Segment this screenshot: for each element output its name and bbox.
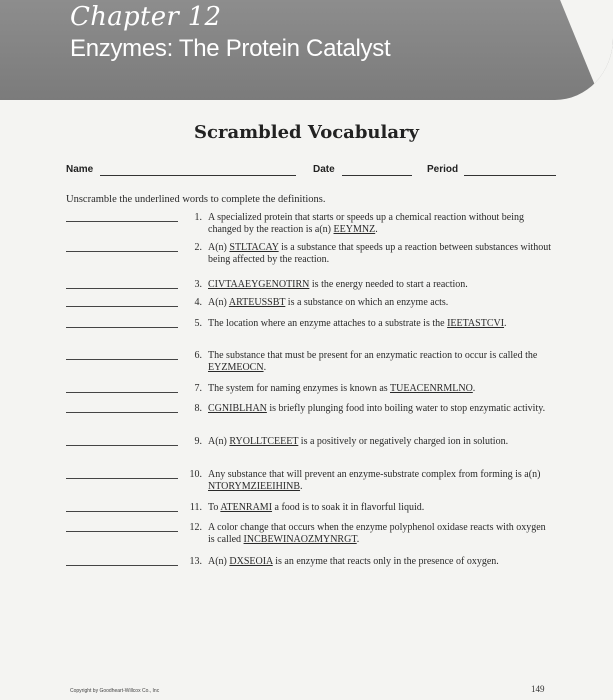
name-label: Name xyxy=(66,164,94,175)
chapter-title: Enzymes: The Protein Catalyst xyxy=(70,35,391,62)
scrambled-word: STLTACAY xyxy=(229,242,279,253)
definition-text: is the energy needed to start a reaction. xyxy=(309,279,468,290)
item-number: 5. xyxy=(194,318,202,329)
scrambled-word: TUEACENRMLNO xyxy=(390,383,473,394)
item-definition xyxy=(208,403,553,415)
item-number: 1. xyxy=(194,212,202,223)
definition-text: A specialized protein that starts or speeds up a chemical reaction without being changed by the reaction is a(n) xyxy=(208,212,525,235)
definition-text: A(n) xyxy=(208,436,230,447)
scrambled-word: ARTEUSSBT xyxy=(228,297,286,308)
instructions: Unscramble the underlined words to complete the definitions. xyxy=(66,194,326,205)
definition-text: is briefly plunging food into boiling water to stop enzymatic activity. xyxy=(266,403,546,414)
item-number: 11. xyxy=(189,502,202,513)
item-definition xyxy=(208,242,553,266)
scrambled-word: EEYMNZ xyxy=(333,223,376,235)
item-definition xyxy=(208,436,553,448)
date-field[interactable] xyxy=(342,175,412,176)
item-definition xyxy=(208,350,553,374)
definition-text: . xyxy=(356,533,360,545)
item-number: 4. xyxy=(194,297,202,308)
period-label: Period xyxy=(427,164,459,175)
answer-blank[interactable] xyxy=(66,359,178,360)
answer-blank[interactable] xyxy=(66,412,178,413)
definition-text: is an enzyme that reacts only in the presence of oxygen. xyxy=(272,556,499,567)
answer-blank[interactable] xyxy=(66,511,178,512)
definition-text: is a positively or negatively charged ion in solution. xyxy=(298,436,509,447)
answer-blank[interactable] xyxy=(66,531,178,532)
item-definition xyxy=(208,469,553,493)
item-definition xyxy=(208,297,553,309)
item-number: 12. xyxy=(189,522,202,533)
definition-text: . xyxy=(300,480,303,492)
item-definition xyxy=(208,212,553,236)
chapter-label: Chapter 12 xyxy=(70,2,222,32)
definition-text: . xyxy=(472,383,476,394)
answer-blank[interactable] xyxy=(66,478,178,479)
scrambled-word: IEETASTCVI xyxy=(447,318,505,329)
item-number: 3. xyxy=(194,279,202,290)
definition-text: . xyxy=(263,361,267,373)
definition-text: is a substance that speeds up a reaction between substances without being affected by the reaction. xyxy=(208,242,552,265)
student-info-row xyxy=(66,164,556,180)
item-number: 13. xyxy=(189,556,202,567)
page-number: 149 xyxy=(531,684,545,694)
definition-text: a food is to soak it in flavorful liquid. xyxy=(272,502,425,513)
answer-blank[interactable] xyxy=(66,445,178,446)
date-label: Date xyxy=(313,164,335,175)
item-number: 9. xyxy=(194,436,202,447)
scrambled-word: RYOLLTCEEET xyxy=(229,436,299,447)
item-definition xyxy=(208,522,553,546)
name-field[interactable] xyxy=(100,175,296,176)
definition-text: Any substance that will prevent an enzyme-substrate complex from forming is a(n) xyxy=(208,469,541,480)
answer-blank[interactable] xyxy=(66,392,178,393)
item-number: 8. xyxy=(194,403,202,414)
item-definition xyxy=(208,318,553,330)
item-number: 10. xyxy=(189,469,202,480)
definition-text: . xyxy=(375,223,378,235)
scrambled-word: DXSEOIA xyxy=(229,556,273,567)
definition-text: A(n) xyxy=(208,297,229,308)
worksheet-title: Scrambled Vocabulary xyxy=(194,122,419,143)
answer-blank[interactable] xyxy=(66,288,178,289)
definition-text: A color change that occurs when the enzyme polyphenol oxidase reacts with oxygen is called xyxy=(208,522,546,545)
item-definition xyxy=(208,502,553,514)
answer-blank[interactable] xyxy=(66,221,178,222)
period-field[interactable] xyxy=(464,175,556,176)
copyright: Copyright by Goodheart-Willcox Co., Inc xyxy=(70,688,160,694)
scrambled-word: ATENRAMI xyxy=(220,502,273,513)
answer-blank[interactable] xyxy=(66,565,178,566)
answer-blank[interactable] xyxy=(66,306,178,307)
item-number: 7. xyxy=(194,383,202,394)
item-definition xyxy=(208,279,553,291)
definition-text: To xyxy=(208,502,221,513)
scrambled-word: NTORYMZIEEIHINB xyxy=(208,480,301,492)
scrambled-word: CGNIBLHAN xyxy=(208,403,267,414)
answer-blank[interactable] xyxy=(66,251,178,252)
definition-text: The location where an enzyme attaches to a substrate is the xyxy=(208,318,448,329)
item-number: 2. xyxy=(194,242,202,253)
definition-text: . xyxy=(504,318,507,329)
item-definition xyxy=(208,383,553,395)
answer-blank[interactable] xyxy=(66,327,178,328)
definition-text: A(n) xyxy=(208,556,230,567)
definition-text: The system for naming enzymes is known as xyxy=(208,383,391,394)
definition-text: is a substance on which an enzyme acts. xyxy=(285,297,449,308)
item-number: 6. xyxy=(194,350,202,361)
scrambled-word: CIVTAAEYGENOTIRN xyxy=(208,279,310,290)
item-definition xyxy=(208,556,553,568)
scrambled-word: INCBEWINAOZMYNRGT xyxy=(243,533,357,545)
definition-text: The substance that must be present for an enzymatic reaction to occur is called the xyxy=(208,350,538,361)
scrambled-word: EYZMEOCN xyxy=(208,361,264,373)
definition-text: A(n) xyxy=(208,242,230,253)
